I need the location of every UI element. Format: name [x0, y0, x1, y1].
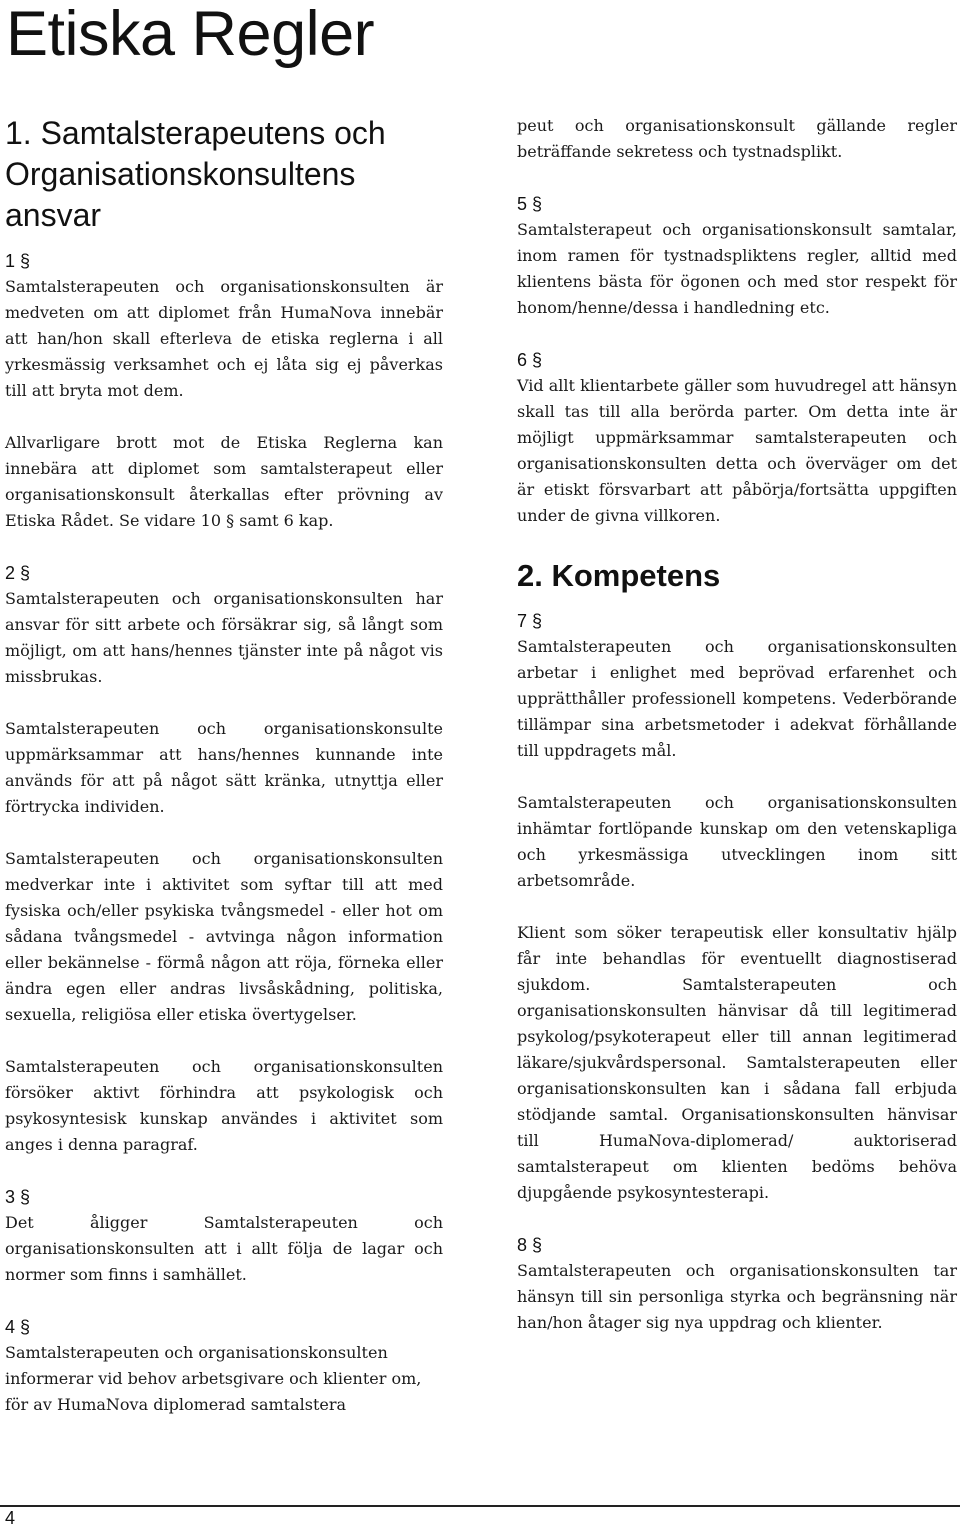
paragraph-2-cont-b	[5, 846, 443, 1028]
paragraph-number: 3 §	[5, 1187, 31, 1207]
paragraph-number: 8 §	[517, 1235, 543, 1255]
paragraph-1-cont	[5, 430, 443, 534]
paragraph-text: Samtalsterapeuten och organisationskonsulten arbetar i enlighet med beprövad erfarenhet och upprätthåller professionell kompetens. Vederbörande tillämpar sina arbetsmetoder i adekvat förhållande till uppdragets mål.	[517, 637, 957, 760]
paragraph-number: 7 §	[517, 611, 543, 631]
page-number: 4	[5, 1508, 16, 1528]
paragraph-8	[517, 1232, 957, 1336]
paragraph-7-cont-b	[517, 920, 957, 1206]
paragraph-text: Allvarligare brott mot de Etiska Reglerna kan innebära att diplomet som samtalsterapeut eller organisationskonsult återkallas efter prövning av Etiska Rådet. Se vidare 10 § samt 6 kap.	[5, 433, 443, 530]
paragraph-text: Vid allt klientarbete gäller som huvudregel att hänsyn skall tas till alla berörda parter. Om detta inte är möjligt uppmärksammar samtalsterapeuten och organisationskonsulten detta och överväger om det är etiskt försvarbart att påbörja/fortsätta uppgiften under de givna villkoren.	[517, 376, 957, 525]
page-title: Etiska Regler	[6, 0, 375, 69]
paragraph-text: Samtalsterapeuten och organisationskonsulte uppmärksammar att hans/hennes kunnande inte används för att på något sätt kränka, utnyttja eller förtrycka individen.	[5, 719, 443, 816]
paragraph-text: Det åligger Samtalsterapeuten och organisationskonsulten att i allt följa de lagar och normer som finns i samhället.	[5, 1213, 443, 1284]
paragraph-text: Samtalsterapeuten och organisationskonsulten medverkar inte i aktivitet som syftar till att med fysiska och/eller psykiska tvångsmedel - eller hot om sådana tvångsmedel - avtvinga någon information eller bekännelse - förmå någon att röja, förneka eller ändra egen eller andras livsåskådning, politiska, sexuella, religiösa eller etiska övertygelser.	[5, 849, 443, 1024]
paragraph-5	[517, 191, 957, 321]
section-heading-kompetens: 2. Kompetens	[517, 558, 721, 593]
paragraph-1	[5, 248, 443, 404]
paragraph-text: Samtalsterapeuten och organisationskonsulten tar hänsyn till sin personliga styrka och begränsning när han/hon åtager sig nya uppdrag och klienter.	[517, 1261, 957, 1332]
paragraph-2-cont-c	[5, 1054, 443, 1158]
paragraph-text: Klient som söker terapeutisk eller konsultativ hjälp får inte behandlas för eventuellt diagnostiserad sjukdom. Samtalsterapeuten och organisationskonsulten hänvisar då till legitimerad psykolog/psykoterapeut eller till annan legitimerad läkare/sjukvårdspersonal. Samtalsterapeuten eller organisationskonsulten kan i sådana fall erbjuda stödjande samtal. Organisationskonsulten hänvisar till HumaNova-diplomerad/ auktoriserad samtalsterapeut om klienten bedöms behöva djupgående psykosyntesterapi.	[517, 923, 957, 1202]
paragraph-text: Samtalsterapeuten och organisationskonsulten har ansvar för sitt arbete och försäkrar sig, så långt som möjligt, om att hans/hennes tjänster inte på något vis missbrukas.	[5, 589, 443, 686]
section-heading-ansvar: 1. Samtalsterapeutens och Organisationskonsultens ansvar	[5, 115, 386, 233]
paragraph-text: Samtalsterapeuten och organisationskonsulten informerar vid behov arbetsgivare och klienter om, för av HumaNova diplomerad samtalstera	[5, 1343, 422, 1414]
paragraph-text: Samtalsterapeut och organisationskonsult samtalar, inom ramen för tystnadspliktens regler, alltid med klientens bästa för ögonen och med stor respekt för honom/henne/dessa i handledning etc.	[517, 220, 957, 317]
right-column	[517, 113, 957, 1336]
paragraph-3	[5, 1184, 443, 1288]
paragraph-2	[5, 560, 443, 690]
paragraph-number: 5 §	[517, 194, 543, 214]
paragraph-text: Samtalsterapeuten och organisationskonsulten är medveten om att diplomet från HumaNova innebär att han/hon skall efterleva de etiska reglerna i all yrkesmässig verksamhet och ej låta sig ej påverkas till att bryta mot dem.	[5, 277, 443, 400]
paragraph-text: Samtalsterapeuten och organisationskonsulten försöker aktivt förhindra att psykologisk och psykosyntesisk kunskap användes i aktivitet som anges i denna paragraf.	[5, 1057, 443, 1154]
paragraph-number: 1 §	[5, 251, 31, 271]
paragraph-text: peut och organisationskonsult gällande regler beträffande sekretess och tystnadsplikt.	[517, 116, 957, 161]
paragraph-7-cont-a	[517, 790, 957, 894]
paragraph-number: 6 §	[517, 350, 543, 370]
paragraph-number: 4 §	[5, 1317, 31, 1337]
paragraph-7	[517, 608, 957, 764]
paragraph-2-cont-a	[5, 716, 443, 820]
paragraph-number: 2 §	[5, 563, 31, 583]
paragraph-4-cont	[517, 113, 957, 165]
left-column	[5, 113, 443, 1418]
paragraph-6	[517, 347, 957, 529]
paragraph-text: Samtalsterapeuten och organisationskonsulten inhämtar fortlöpande kunskap om den vetenskapliga och yrkesmässiga utvecklingen inom sitt arbetsområde.	[517, 793, 957, 890]
paragraph-4	[5, 1314, 443, 1418]
footer-divider	[0, 1505, 960, 1507]
